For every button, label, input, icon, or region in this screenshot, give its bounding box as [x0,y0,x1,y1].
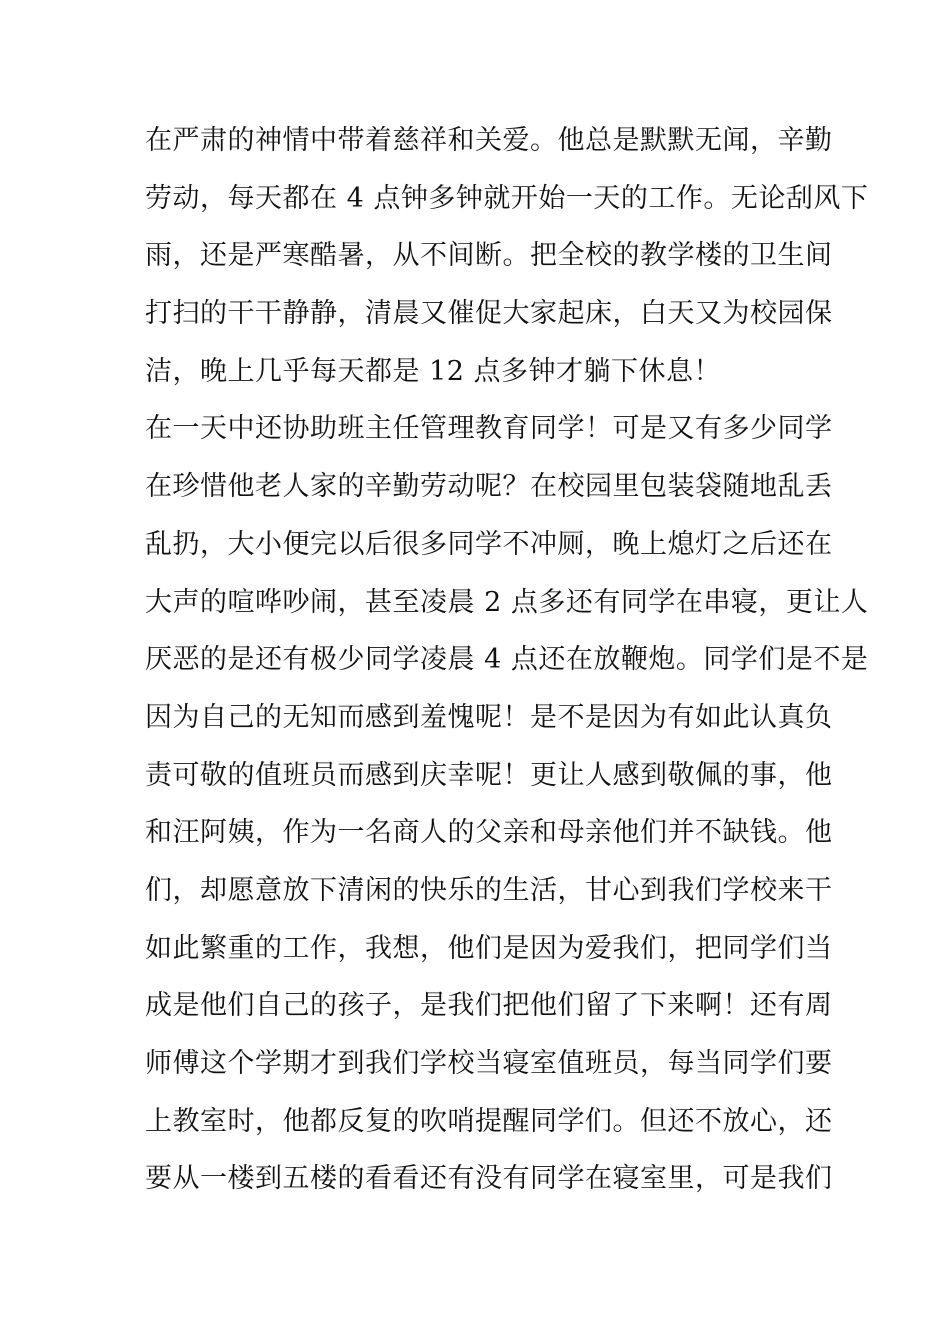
text-line: 洁，晚上几乎每天都是 12 点多钟才躺下休息！ [145,355,722,387]
body-text [145,118,869,1214]
text-line: 们，却愿意放下清闲的快乐的生活，甘心到我们学校来干 [145,874,833,906]
text-line: 成是他们自己的孩子，是我们把他们留了下来啊！还有周 [145,990,833,1022]
text-line: 在一天中还协助班主任管理教育同学！可是又有多少同学 [145,413,833,445]
text-line: 和汪阿姨，作为一名商人的父亲和母亲他们并不缺钱。他 [145,817,833,849]
text-line: 责可敬的值班员而感到庆幸呢！更让人感到敬佩的事，他 [145,759,833,791]
text-line: 上教室时，他都反复的吹哨提醒同学们。但还不放心，还 [145,1105,833,1137]
text-line: 在严肃的神情中带着慈祥和关爱。他总是默默无闻，辛勤 [145,125,833,156]
text-line: 雨，还是严寒酷暑，从不间断。把全校的教学楼的卫生间 [145,240,833,272]
text-line: 如此繁重的工作，我想，他们是因为爱我们，把同学们当 [145,932,833,964]
text-line: 打扫的干干静静，清晨又催促大家起床，白天又为校园保 [145,298,833,330]
text-line: 因为自己的无知而感到羞愧呢！是不是因为有如此认真负 [145,701,833,733]
text-line: 厌恶的是还有极少同学凌晨 4 点还在放鞭炮。同学们是不是 [145,644,869,676]
text-line: 在珍惜他老人家的辛勤劳动呢？在校园里包装袋随地乱丢 [145,471,833,503]
text-line: 师傅这个学期才到我们学校当寝室值班员，每当同学们要 [145,1048,833,1079]
text-line: 要从一楼到五楼的看看还有没有同学在寝室里，可是我们 [145,1163,833,1195]
text-line: 乱扔，大小便完以后很多同学不冲厕，晚上熄灯之后还在 [145,528,833,560]
text-line: 劳动，每天都在 4 点钟多钟就开始一天的工作。无论刮风下 [145,182,869,214]
text-line: 大声的喧哗吵闹，甚至凌晨 2 点多还有同学在串寝，更让人 [145,586,869,618]
